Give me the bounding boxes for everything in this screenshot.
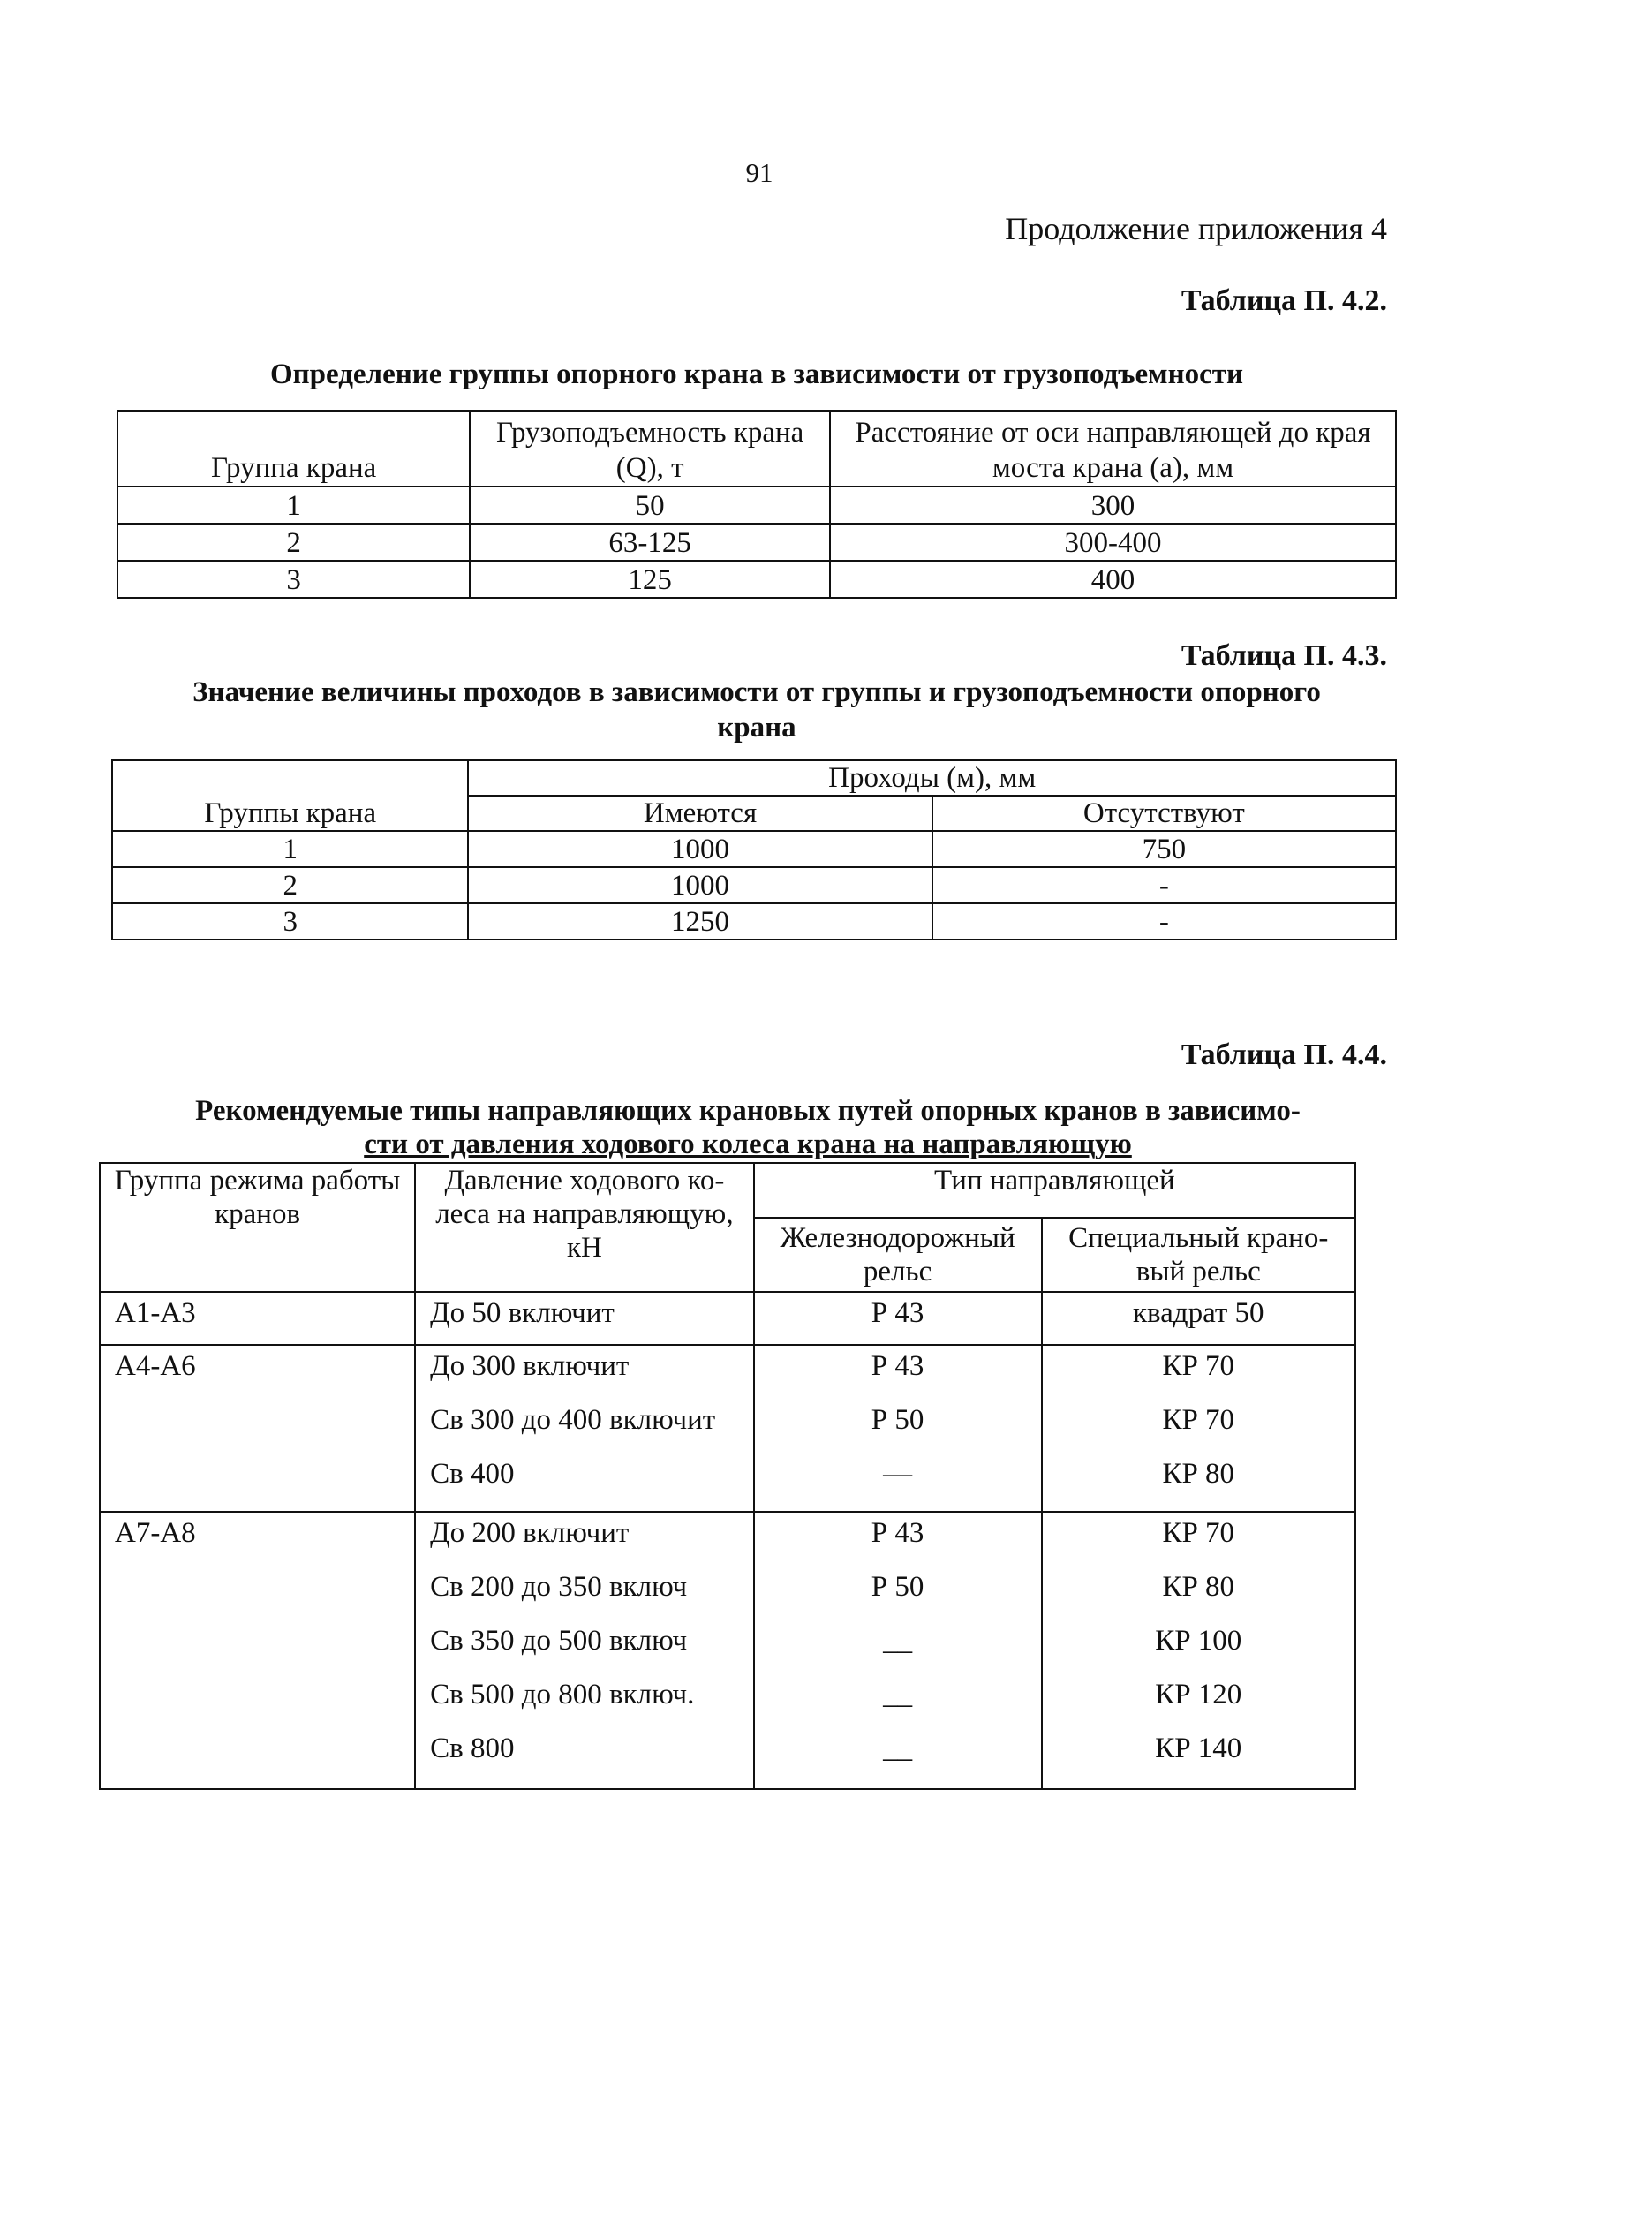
table-cell	[754, 1345, 1042, 1512]
header-cell: Отсутствуют	[932, 796, 1396, 831]
pressure-value: Св 200 до 350 включ	[430, 1571, 688, 1603]
table-row	[100, 1292, 1355, 1345]
header-cell: Группы крана	[112, 760, 468, 831]
table-cell: 63-125	[470, 524, 830, 561]
table-cell	[1042, 1512, 1356, 1789]
header-cell: Имеются	[468, 796, 932, 831]
rail-value: Р 43	[871, 1350, 924, 1382]
table-cell: 2	[112, 867, 468, 903]
header-cell: Расстояние от оси направляющей до края моста крана (а), мм	[830, 411, 1396, 487]
table-cell	[754, 1512, 1042, 1789]
header-cell: Тип направляющей	[754, 1163, 1355, 1218]
special-rail-value: КР 80	[1162, 1571, 1235, 1603]
table-title-continued: крана	[717, 712, 796, 744]
pressure-value: До 200 включит	[430, 1517, 630, 1549]
table-cell: квадрат 50	[1042, 1292, 1356, 1345]
table-cell: -	[932, 903, 1396, 940]
table-cell: 1250	[468, 903, 932, 940]
pressure-value: Св 350 до 500 включ	[430, 1625, 688, 1657]
table-row	[112, 903, 1396, 940]
table-row	[117, 524, 1396, 561]
special-rail-value: КР 70	[1162, 1350, 1235, 1382]
appendix-continuation: Продолжение приложения 4	[1005, 211, 1387, 246]
rail-value: Р 43	[871, 1517, 924, 1549]
pressure-value: Св 300 до 400 включит	[430, 1404, 716, 1436]
table-cell: 3	[112, 903, 468, 940]
special-rail-value: КР 70	[1162, 1404, 1235, 1436]
table-cell: Р 43	[754, 1292, 1042, 1345]
pressure-value: Св 400	[430, 1458, 515, 1490]
header-cell: Грузоподъемность крана (Q), т	[470, 411, 830, 487]
table-cell: До 50 включит	[415, 1292, 754, 1345]
table-cell: 1	[117, 487, 470, 524]
table-row-group	[100, 1345, 1355, 1512]
table-title: Определение группы опорного крана в зависимости от грузоподъемности	[269, 359, 1244, 390]
header-cell: Давление ходового ко-леса на направляющую, кН	[415, 1163, 754, 1292]
table-cell: 300-400	[830, 524, 1396, 561]
table-cell: 50	[470, 487, 830, 524]
table-title: Значение величины проходов в зависимости от группы и грузоподъемности опорного	[192, 676, 1321, 708]
table-cell: 400	[830, 561, 1396, 598]
special-rail-value: КР 70	[1162, 1517, 1235, 1549]
mode-cell: А4-А6	[100, 1345, 415, 1512]
rail-value: Р 50	[871, 1404, 924, 1436]
table-cell: 1000	[468, 867, 932, 903]
table-cell: 1	[112, 831, 468, 867]
rail-types-table	[99, 1162, 1356, 1790]
table-cell	[1042, 1345, 1356, 1512]
table-row	[117, 487, 1396, 524]
table-cell: 3	[117, 561, 470, 598]
pressure-value: Св 500 до 800 включ.	[430, 1679, 695, 1710]
mode-cell: А7-А8	[100, 1512, 415, 1789]
rail-value: Р 50	[871, 1571, 924, 1603]
pressure-value: До 300 включит	[430, 1350, 630, 1382]
header-cell: Проходы (м), мм	[468, 760, 1396, 796]
page-number: 91	[745, 157, 773, 188]
rail-value: __	[883, 1733, 913, 1764]
table-row	[117, 561, 1396, 598]
table-cell	[415, 1512, 754, 1789]
rail-value: __	[883, 1679, 913, 1710]
special-rail-value: КР 120	[1155, 1679, 1242, 1710]
table-cell: -	[932, 867, 1396, 903]
table-title-continued: сти от давления ходового колеса крана на направляющую	[364, 1129, 1132, 1160]
pressure-value: Св 800	[430, 1733, 515, 1764]
table-cell: 300	[830, 487, 1396, 524]
header-cell: Железнодорожный рельс	[754, 1218, 1042, 1292]
mode-cell: А1-А3	[100, 1292, 415, 1345]
table-row	[112, 867, 1396, 903]
table-row-group	[100, 1512, 1355, 1789]
table-label: Таблица П. 4.4.	[1181, 1038, 1387, 1071]
crane-group-table	[117, 410, 1397, 599]
special-rail-value: КР 100	[1155, 1625, 1242, 1657]
table-label: Таблица П. 4.2.	[1181, 284, 1387, 317]
header-cell: Специальный крано-вый рельс	[1042, 1218, 1356, 1292]
special-rail-value: КР 140	[1155, 1733, 1242, 1764]
special-rail-value: КР 80	[1162, 1458, 1235, 1490]
table-cell	[415, 1345, 754, 1512]
rail-value: __	[883, 1625, 913, 1657]
table-label: Таблица П. 4.3.	[1181, 639, 1387, 672]
header-cell: Группа крана	[117, 411, 470, 487]
table-row	[112, 831, 1396, 867]
table-cell: 1000	[468, 831, 932, 867]
header-cell: Группа режима работы кранов	[100, 1163, 415, 1292]
table-cell: 2	[117, 524, 470, 561]
table-cell: 750	[932, 831, 1396, 867]
rail-value: —	[883, 1458, 913, 1490]
table-title: Рекомендуемые типы направляющих крановых путей опорных кранов в зависимо-	[195, 1095, 1301, 1127]
table-cell: 125	[470, 561, 830, 598]
passages-table	[111, 759, 1397, 940]
